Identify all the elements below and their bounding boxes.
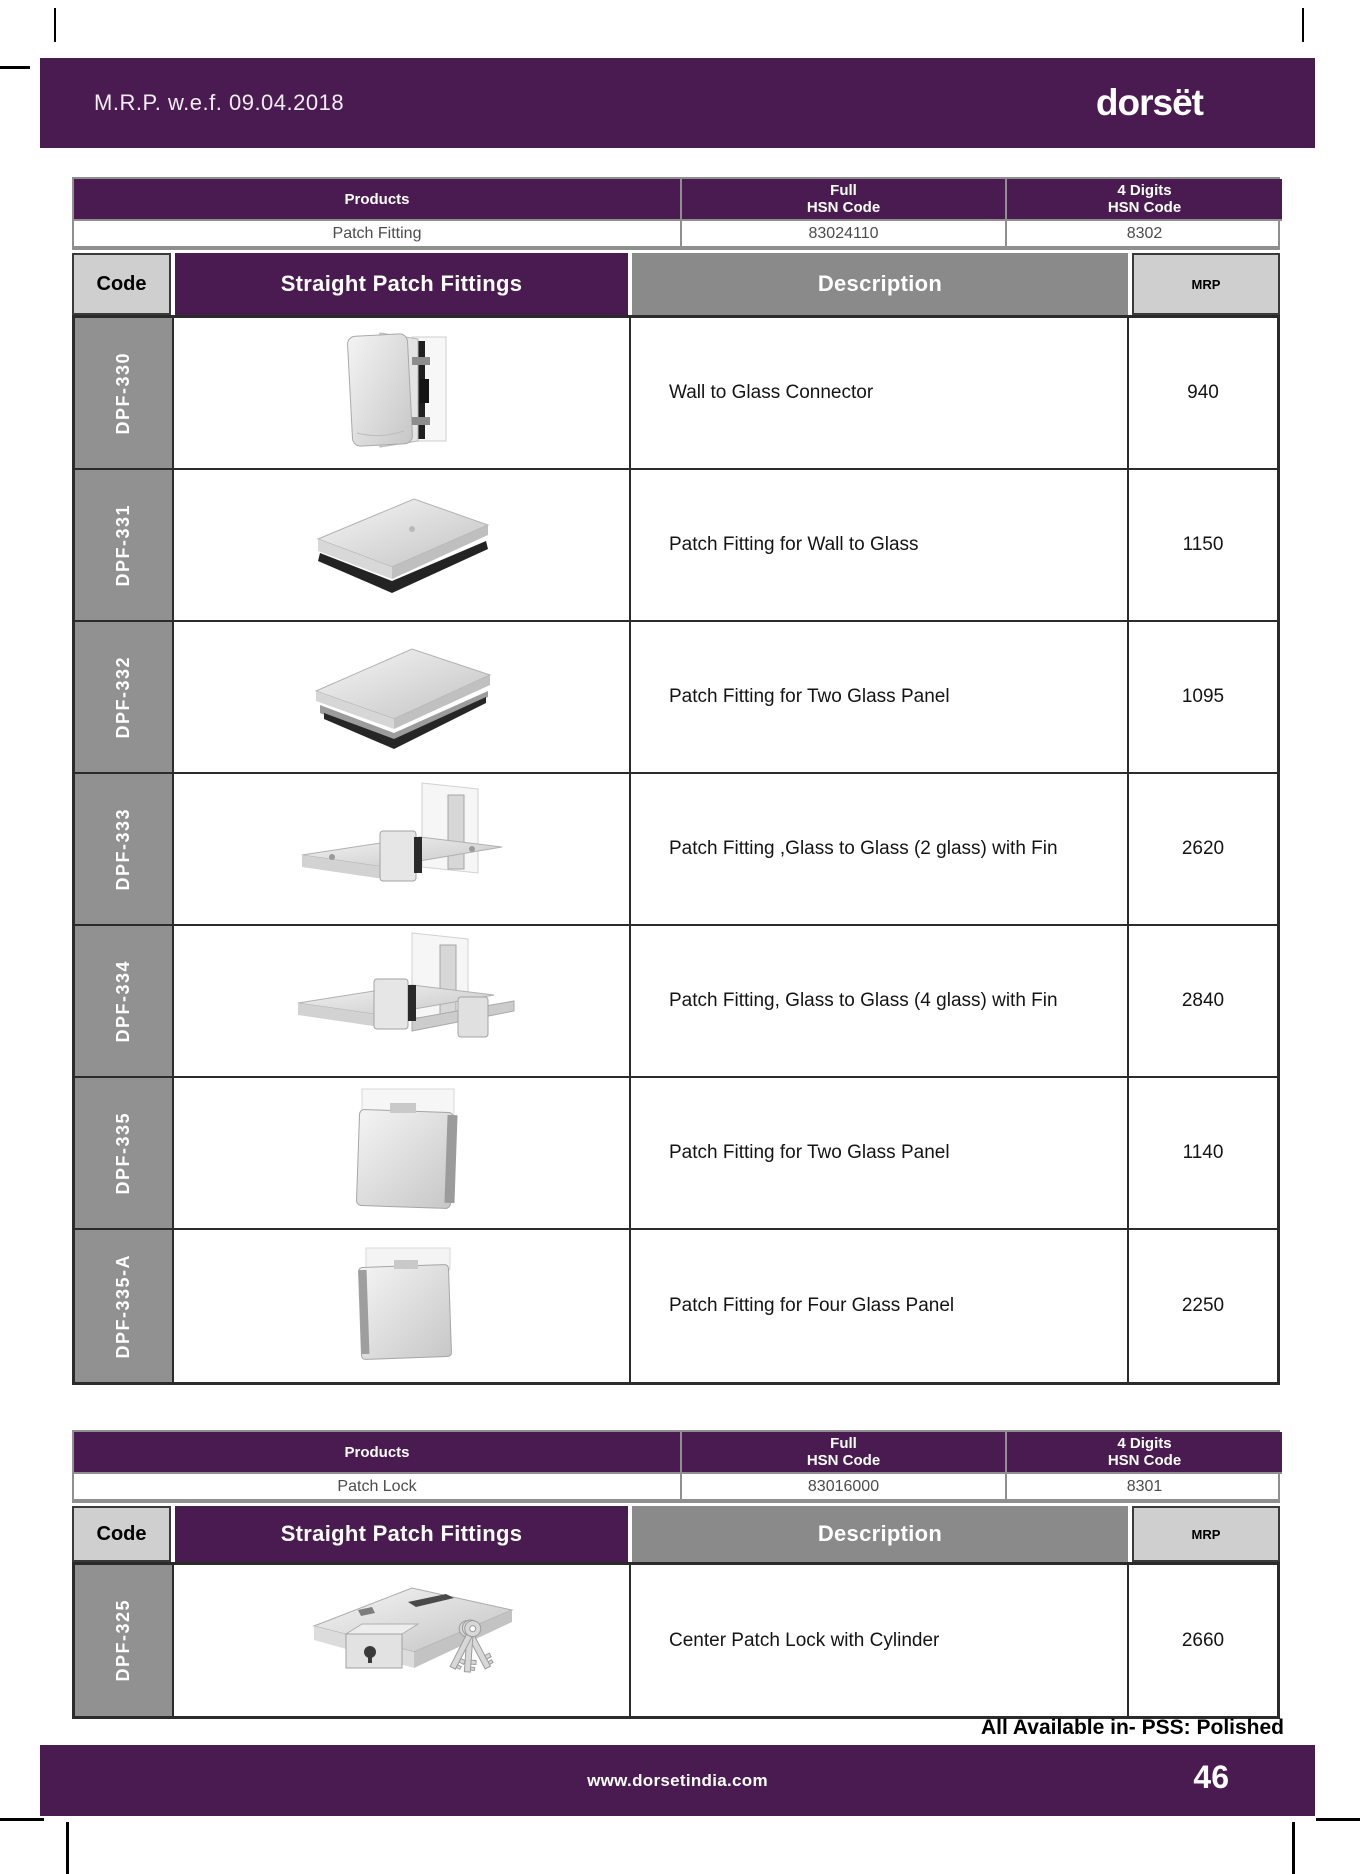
mrp-column-header: MRP: [1132, 253, 1280, 315]
hsn-table: [72, 177, 1280, 250]
hsn-products-label: Products: [344, 190, 410, 208]
hsn-table: [72, 1430, 1280, 1503]
product-mrp: 940: [1187, 382, 1219, 403]
patch-fitting-section: [72, 177, 1280, 1385]
hsn-full-code-header: [682, 1432, 1007, 1474]
product-code-cell: [75, 622, 174, 772]
product-description: Patch Fitting for Two Glass Panel: [631, 622, 1129, 772]
patch-lock-section: [72, 1430, 1280, 1719]
hsn-4digit-value: 8302: [1126, 224, 1163, 242]
hsn-products-label: Products: [344, 1443, 410, 1461]
product-code-cell: [75, 318, 174, 468]
table-row: [75, 1230, 1277, 1382]
crop-mark: [1292, 1822, 1295, 1874]
page-title: M.R.P. w.e.f. 09.04.2018: [94, 90, 345, 115]
crop-mark: [1302, 8, 1304, 42]
product-code-cell: [75, 470, 174, 620]
website-url: www.dorsetindia.com: [587, 1770, 768, 1790]
hsn-4digit-header: [1007, 179, 1282, 221]
product-image-cell: [174, 774, 631, 924]
hsn-product-value: Patch Fitting: [74, 221, 682, 246]
crop-mark: [54, 8, 56, 42]
product-description: Patch Fitting for Four Glass Panel: [631, 1230, 1129, 1382]
page-header-bar: [40, 58, 1315, 148]
products-table-body: [72, 1562, 1280, 1719]
description-column-header: Description: [632, 253, 1128, 315]
table-row: [75, 774, 1277, 926]
product-description: Wall to Glass Connector: [631, 318, 1129, 468]
hsn-4digit-label-line2: HSN Code: [1107, 199, 1182, 216]
hsn-products-header: [74, 179, 682, 221]
product-image-cell: [174, 1078, 631, 1228]
product-mrp: 1150: [1182, 534, 1224, 555]
product-description: Patch Fitting ,Glass to Glass (2 glass) with Fin: [631, 774, 1129, 924]
product-image: [262, 1234, 542, 1379]
product-code: DPF-334: [113, 959, 133, 1043]
products-table-header: [72, 253, 1280, 315]
product-image: [262, 473, 542, 618]
product-code-cell: [75, 926, 174, 1076]
product-image-cell: [174, 926, 631, 1076]
code-column-header: Code: [72, 1506, 171, 1562]
product-mrp: 2250: [1181, 1295, 1225, 1316]
product-image: [262, 625, 542, 770]
product-image-cell: [174, 318, 631, 468]
hsn-full-code-value: 83016000: [682, 1474, 1007, 1499]
product-image: [262, 929, 542, 1074]
hsn-full-label-line2: HSN Code: [806, 1452, 881, 1469]
product-image: [262, 1081, 542, 1226]
crop-mark: [0, 66, 30, 69]
crop-mark: [66, 1822, 69, 1874]
hsn-product-value: Patch Lock: [74, 1474, 682, 1499]
product-mrp: 1140: [1182, 1142, 1224, 1163]
hsn-full-label-line2: HSN Code: [806, 199, 881, 216]
hsn-full-label-line1: Full: [830, 182, 857, 199]
mrp-column-header: MRP: [1132, 1506, 1280, 1562]
product-code: DPF-332: [113, 655, 133, 739]
category-column-header: Straight Patch Fittings: [175, 253, 628, 315]
page-footer-bar: [40, 1745, 1315, 1816]
product-code-cell: [75, 1230, 174, 1382]
product-image-cell: [174, 470, 631, 620]
product-image-cell: [174, 1565, 631, 1716]
hsn-4digit-value: 8301: [1126, 1477, 1163, 1495]
crop-mark: [1316, 1818, 1360, 1821]
table-row: [75, 926, 1277, 1078]
availability-note: All Available in- PSS: Polished: [980, 1716, 1284, 1739]
product-code: DPF-330: [113, 351, 133, 435]
hsn-4digit-label-line1: 4 Digits: [1117, 1435, 1172, 1452]
hsn-4digit-label-line1: 4 Digits: [1117, 182, 1172, 199]
hsn-full-code-header: [682, 179, 1007, 221]
products-table-header: [72, 1506, 1280, 1562]
hsn-4digit-header: [1007, 1432, 1282, 1474]
page-number: 46: [1193, 1759, 1229, 1795]
product-code: DPF-325: [113, 1599, 133, 1682]
product-description: Patch Fitting, Glass to Glass (4 glass) with Fin: [631, 926, 1129, 1076]
description-column-header: Description: [632, 1506, 1128, 1562]
product-code-cell: [75, 1078, 174, 1228]
product-code: DPF-333: [113, 807, 133, 891]
table-row: [75, 1078, 1277, 1230]
product-description: Center Patch Lock with Cylinder: [631, 1565, 1129, 1716]
product-image: [262, 1568, 542, 1713]
hsn-full-code-value: 83024110: [682, 221, 1007, 246]
product-description: Patch Fitting for Two Glass Panel: [631, 1078, 1129, 1228]
products-table-body: [72, 315, 1280, 1385]
hsn-products-header: [74, 1432, 682, 1474]
product-mrp: 1095: [1181, 686, 1225, 707]
product-code-cell: [75, 774, 174, 924]
table-row: [75, 318, 1277, 470]
product-image: [262, 321, 542, 466]
brand-logo: dorsët: [1095, 82, 1203, 123]
category-column-header: Straight Patch Fittings: [175, 1506, 628, 1562]
table-row: [75, 622, 1277, 774]
product-description: Patch Fitting for Wall to Glass: [631, 470, 1129, 620]
product-code: DPF-335-A: [113, 1253, 133, 1359]
product-image-cell: [174, 1230, 631, 1382]
table-row: [75, 470, 1277, 622]
code-column-header: Code: [72, 253, 171, 315]
product-mrp: 2840: [1181, 990, 1225, 1011]
product-mrp: 2660: [1181, 1629, 1225, 1651]
product-code: DPF-335: [113, 1111, 133, 1195]
product-image: [262, 777, 542, 922]
product-code: DPF-331: [113, 503, 133, 587]
crop-mark: [0, 1818, 44, 1821]
product-mrp: 2620: [1181, 838, 1225, 859]
product-image-cell: [174, 622, 631, 772]
hsn-4digit-label-line2: HSN Code: [1107, 1452, 1182, 1469]
table-row: [75, 1565, 1277, 1716]
product-code-cell: [75, 1565, 174, 1716]
hsn-full-label-line1: Full: [830, 1435, 857, 1452]
